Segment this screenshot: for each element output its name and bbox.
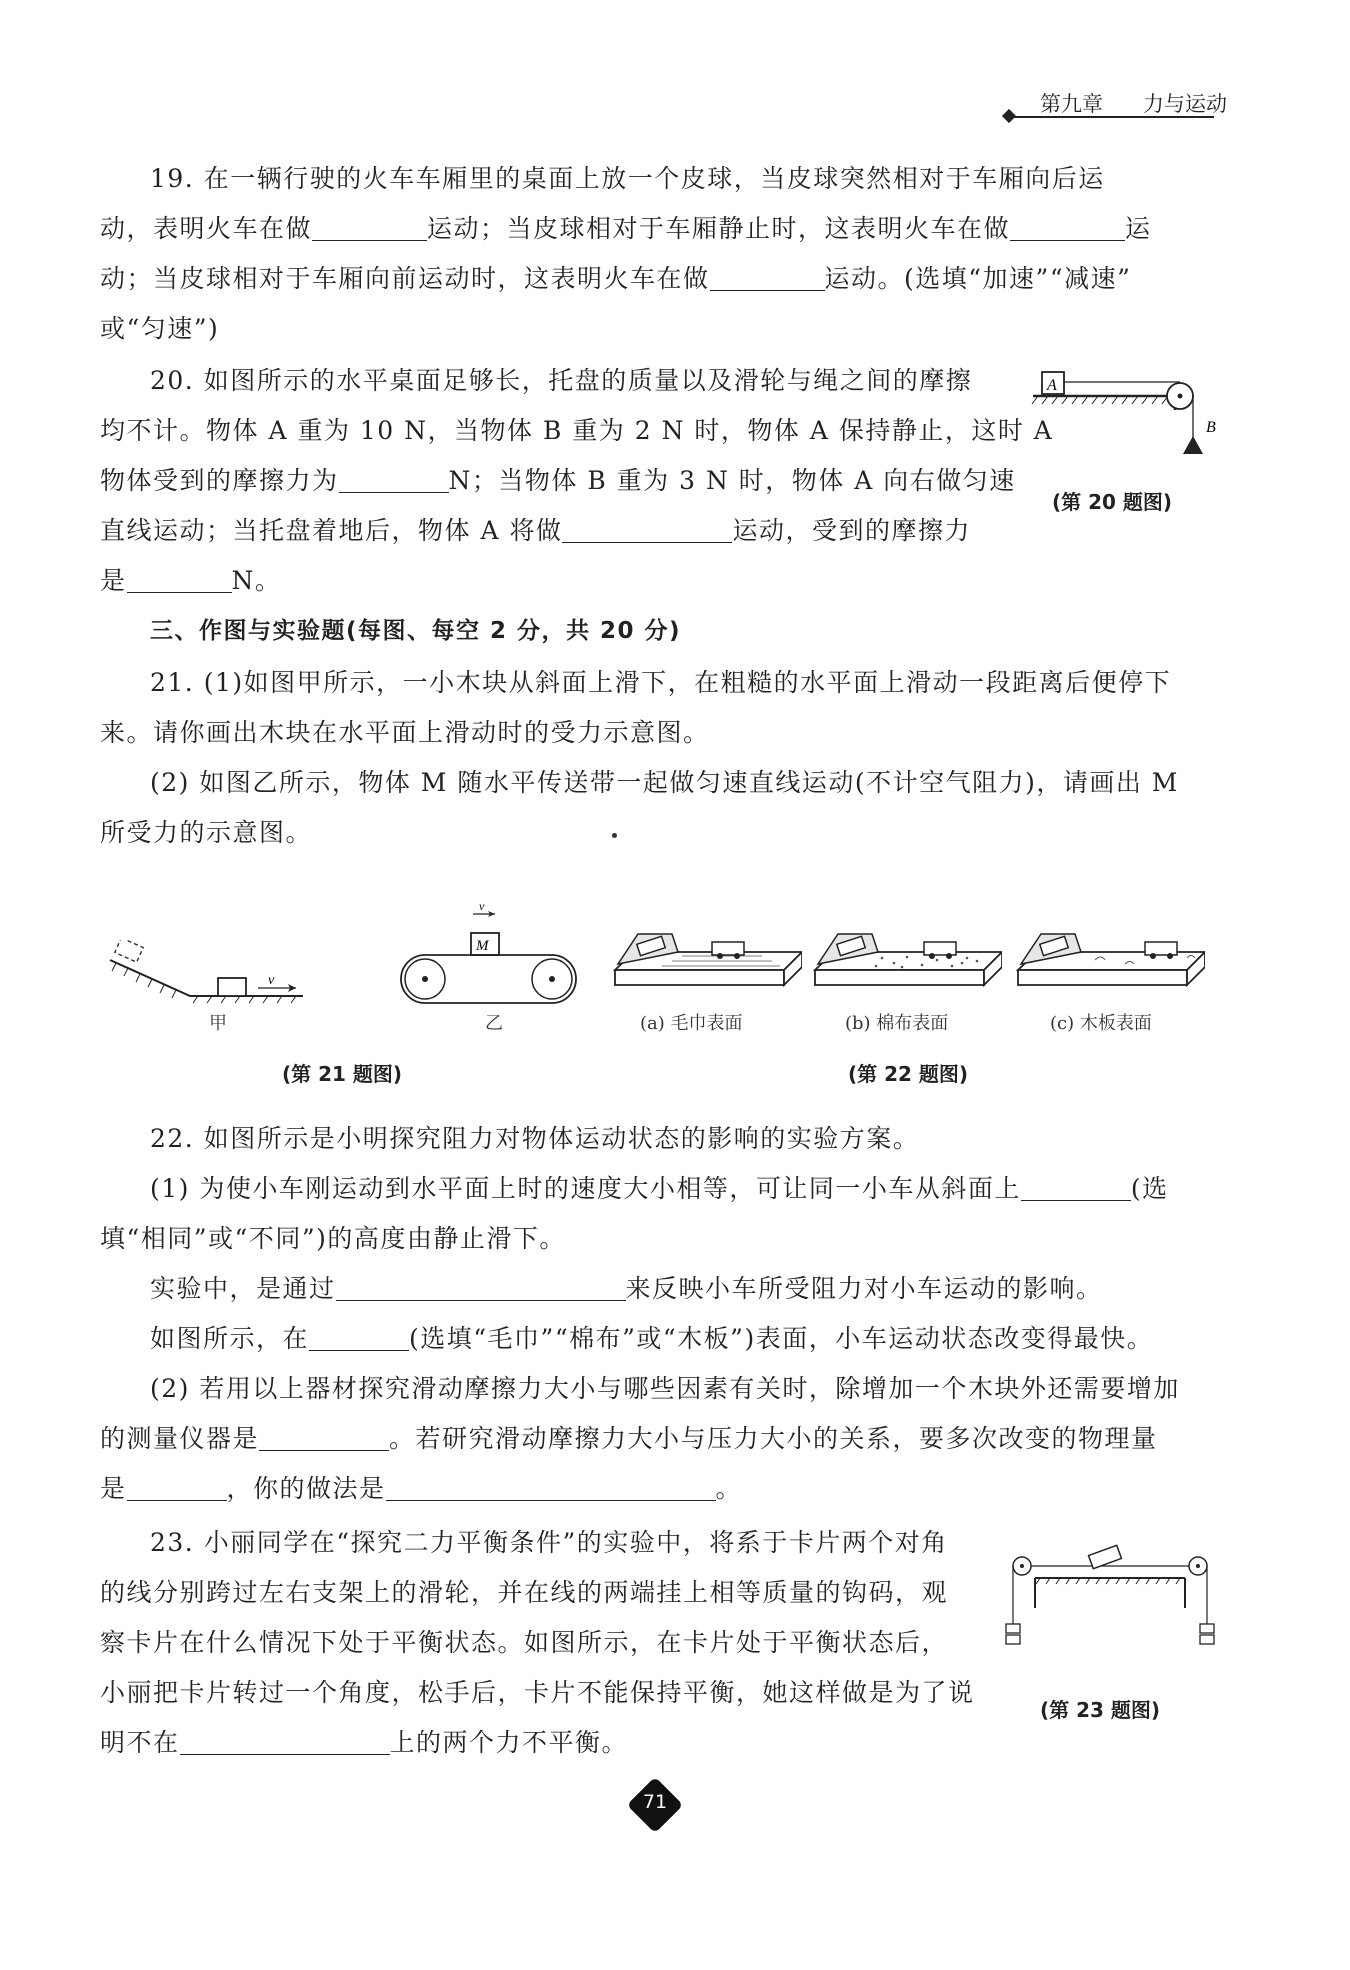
figure-21-caption: (第 21 题图): [282, 1062, 403, 1086]
q20-text: 是: [100, 566, 127, 595]
q20-line-5: [100, 556, 1020, 606]
answer-blank[interactable]: [336, 1268, 626, 1301]
q22-text: (选: [1130, 1174, 1169, 1203]
q22-text: 如图所示，在: [150, 1324, 310, 1353]
question-20: [100, 356, 1054, 606]
answer-blank[interactable]: [259, 1418, 389, 1451]
figure-22-caption: (第 22 题图): [848, 1062, 969, 1086]
q23-line-5: [100, 1718, 1020, 1768]
q22-text: 。若研究滑动摩擦力大小与压力大小的关系，要多次改变的物理量: [389, 1424, 1158, 1453]
q19-line-2: [100, 204, 1250, 254]
q22-line-3: 填“相同”或“不同”)的高度由静止滑下。: [100, 1224, 566, 1253]
q20-text: N。: [231, 566, 282, 595]
answer-blank[interactable]: [710, 258, 825, 291]
figure-23-balance-apparatus: [1000, 1538, 1220, 1648]
q23-text: 明不在: [100, 1728, 180, 1757]
figure-22b-cotton-ramp: [812, 930, 1002, 1010]
q19-text: 运动。(选填“加速”“减速”: [824, 264, 1132, 293]
cart: [1145, 942, 1177, 955]
q22-line-1: 22. 如图所示是小明探究阻力对物体运动状态的影响的实验方案。: [150, 1124, 920, 1153]
figure-22a-label: (a) 毛巾表面: [640, 1013, 743, 1034]
question-23: [100, 1518, 1020, 1768]
q23-line-3: 察卡片在什么情况下处于平衡状态。如图所示，在卡片处于平衡状态后，: [100, 1628, 949, 1657]
answer-blank[interactable]: [127, 1468, 227, 1501]
q22-line-6: (2) 若用以上器材探究滑动摩擦力大小与哪些因素有关时，除增加一个木块外还需要增加: [150, 1374, 1180, 1403]
q19-line-3: [100, 254, 1250, 304]
chapter-label: 第九章: [1040, 92, 1103, 116]
right-weight: [1200, 1624, 1214, 1633]
page-number-badge: [630, 1780, 680, 1830]
figure-22a-towel-ramp: [612, 930, 802, 1010]
question-22: [100, 1114, 1250, 1514]
q22-line-5: [100, 1314, 1250, 1364]
q20-line-3: [100, 456, 1020, 506]
figure-21-incline: [108, 940, 308, 1010]
figure-23-caption: (第 23 题图): [1040, 1698, 1161, 1722]
q21-line-1: 21. (1)如图甲所示，一小木块从斜面上滑下，在粗糙的水平面上滑动一段距离后便停下: [150, 668, 1172, 697]
q19-text: 动；当皮球相对于车厢向前运动时，这表明火车在做: [100, 264, 710, 293]
answer-blank[interactable]: [339, 460, 449, 493]
answer-blank[interactable]: [312, 208, 427, 241]
figure-yi-label: 乙: [485, 1013, 503, 1034]
q22-text: 的测量仪器是: [100, 1424, 260, 1453]
q22-text: 是: [100, 1474, 127, 1503]
figure-20-caption: (第 20 题图): [1052, 490, 1173, 514]
section-title: 三、作图与实验题(每图、每空 2 分，共 20 分): [150, 618, 682, 644]
wooden-block: [218, 978, 246, 996]
q23-text: 上的两个力不平衡。: [389, 1728, 629, 1757]
q20-line-1: 20. 如图所示的水平桌面足够长，托盘的质量以及滑轮与绳之间的摩擦: [150, 366, 973, 395]
q22-text: (1) 为使小车刚运动到水平面上时的速度大小相等，可让同一小车从斜面上: [150, 1174, 1021, 1203]
q23-line-1: 23. 小丽同学在“探究二力平衡条件”的实验中，将系于卡片两个对角: [150, 1528, 948, 1557]
answer-blank[interactable]: [127, 560, 232, 593]
answer-blank[interactable]: [1010, 208, 1125, 241]
label-m: M: [476, 938, 489, 954]
page-number: 71: [642, 1791, 668, 1813]
q21-line-3: (2) 如图乙所示，物体 M 随水平传送带一起做匀速直线运动(不计空气阻力)，请画出 M: [150, 768, 1179, 797]
q23-line-2: 的线分别跨过左右支架上的滑轮，并在线的两端挂上相等质量的钩码，观: [100, 1578, 949, 1607]
q21-line-2: 来。请你画出木块在水平面上滑动时的受力示意图。: [100, 718, 710, 747]
velocity-label: v: [268, 973, 275, 988]
q20-line-4: [100, 506, 1020, 556]
figure-22c-wood-ramp: [1015, 930, 1205, 1010]
cart: [924, 942, 956, 955]
q19-text: 运动；当皮球相对于车厢静止时，这表明火车在做: [427, 214, 1011, 243]
q22-line-7: [100, 1414, 1250, 1464]
cart: [712, 942, 744, 955]
block-start-dashed: [115, 940, 143, 962]
label-b: B: [1206, 419, 1216, 436]
answer-blank[interactable]: [309, 1318, 409, 1351]
q22-text: 。: [715, 1474, 743, 1503]
section-3: [100, 606, 1250, 656]
label-a: A: [1047, 377, 1057, 394]
figure-22c-label: (c) 木板表面: [1050, 1013, 1152, 1034]
q20-text: 运动，受到的摩擦力: [732, 516, 971, 545]
q19-text: 动，表明火车在做: [100, 214, 313, 243]
figure-21-conveyor: [395, 900, 590, 1010]
q22-text: 来反映小车所受阻力对小车运动的影响。: [625, 1274, 1103, 1303]
question-19: [100, 154, 1250, 354]
chapter-topic: 力与运动: [1143, 92, 1227, 116]
tray-b: [1183, 436, 1203, 454]
diamond-icon: [1002, 109, 1016, 123]
q23-line-4: 小丽把卡片转过一个角度，松手后，卡片不能保持平衡，她这样做是为了说: [100, 1678, 975, 1707]
figure-22b-label: (b) 棉布表面: [845, 1013, 949, 1034]
q21-line-4: 所受力的示意图。: [100, 818, 313, 847]
q22-line-4: [100, 1264, 1250, 1314]
question-21: [100, 658, 1250, 858]
q19-line-1: 19. 在一辆行驶的火车车厢里的桌面上放一个皮球，当皮球突然相对于车厢向后运: [150, 164, 1105, 193]
figure-jia-label: 甲: [209, 1013, 227, 1034]
q22-text: 实验中，是通过: [150, 1274, 336, 1303]
figure-20-pulley-diagram: [1030, 360, 1230, 460]
q22-text: ，你的做法是: [226, 1474, 386, 1503]
card: [1089, 1545, 1122, 1568]
header-rule: [1010, 116, 1214, 118]
q19-line-4: 或“匀速”): [100, 314, 220, 343]
q20-line-2: 均不计。物体 A 重为 10 N，当物体 B 重为 2 N 时，物体 A 保持静止，这时 A: [100, 416, 1054, 445]
q20-text: 直线运动；当托盘着地后，物体 A 将做: [100, 516, 563, 545]
q20-text: 物体受到的摩擦力为: [100, 466, 339, 495]
q22-line-8: [100, 1464, 1250, 1514]
q19-text: 运: [1125, 214, 1152, 243]
answer-blank[interactable]: [1021, 1168, 1131, 1201]
answer-blank[interactable]: [386, 1468, 716, 1501]
q22-line-2: [100, 1164, 1250, 1214]
answer-blank[interactable]: [562, 510, 732, 543]
q22-text: (选填“毛巾”“棉布”或“木板”)表面，小车运动状态改变得最快。: [409, 1324, 1154, 1353]
velocity-label: v: [479, 900, 485, 913]
left-weight: [1006, 1624, 1020, 1633]
print-speck: [612, 833, 617, 838]
answer-blank[interactable]: [180, 1722, 390, 1755]
q20-text: N；当物体 B 重为 3 N 时，物体 A 向右做匀速: [448, 466, 1016, 495]
running-header: [1010, 86, 1250, 122]
